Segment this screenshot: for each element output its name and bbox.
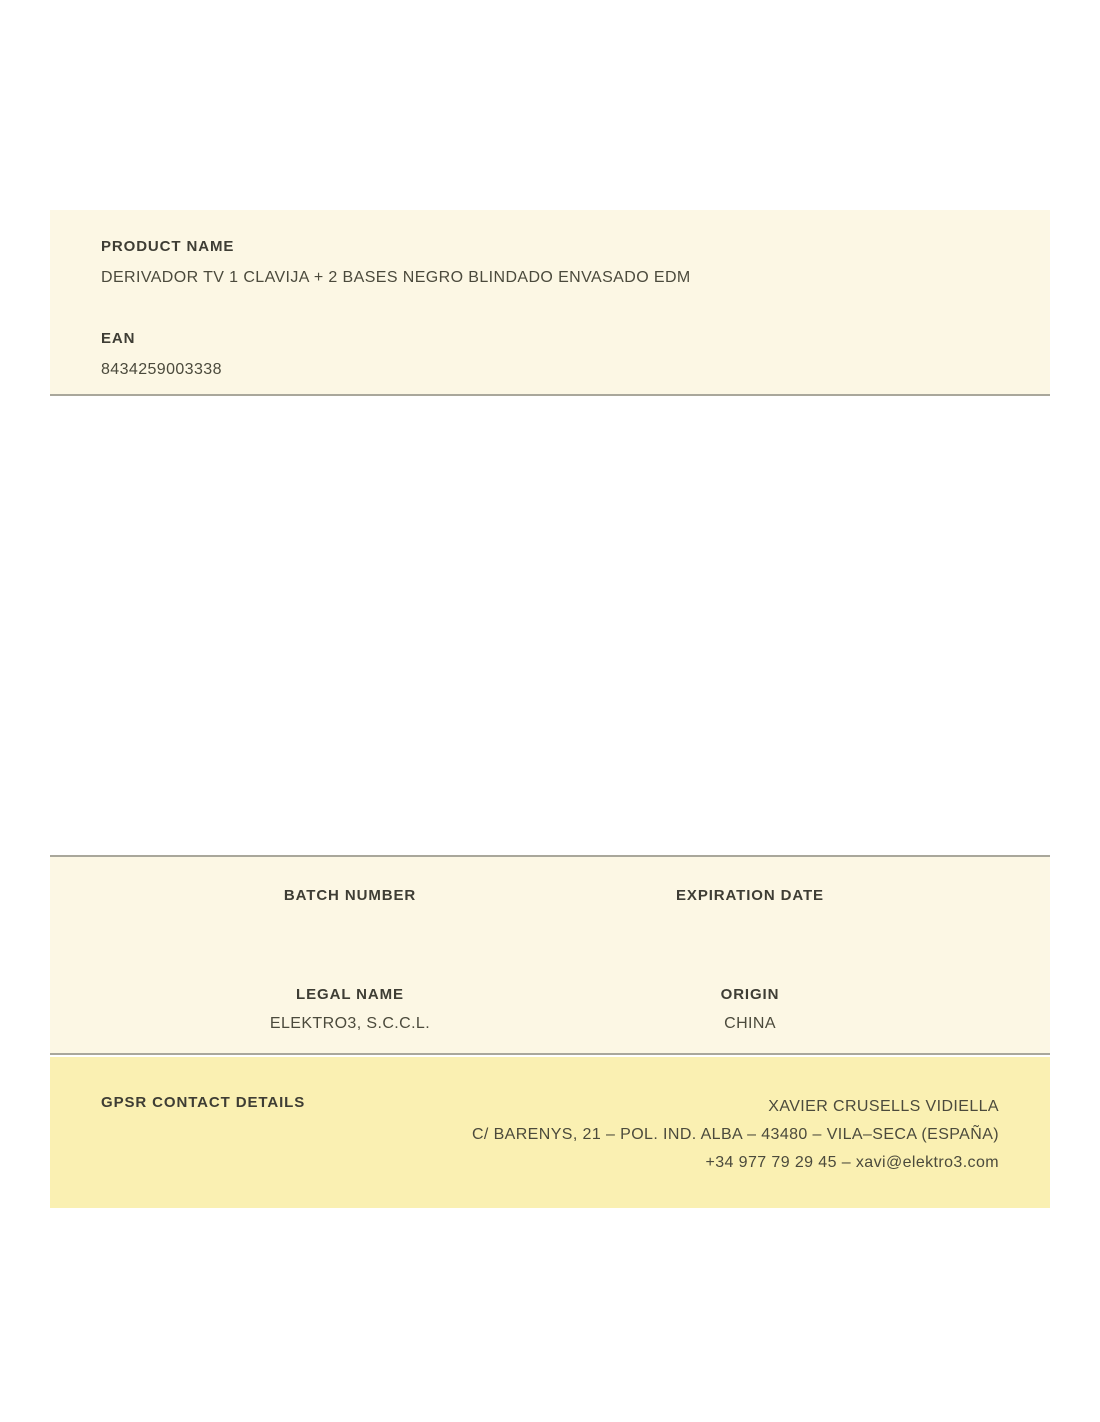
product-name-value: DERIVADOR TV 1 CLAVIJA + 2 BASES NEGRO BLINDADO ENVASADO EDM	[101, 269, 691, 286]
gpsr-contact-section	[50, 1057, 1050, 1208]
legal-name-value: ELEKTRO3, S.C.C.L.	[269, 1015, 431, 1032]
origin-field	[550, 985, 950, 1034]
ean-label: EAN	[101, 330, 136, 347]
expiration-date-label: EXPIRATION DATE	[676, 887, 824, 904]
batch-number-field	[150, 886, 550, 915]
product-name-label: PRODUCT NAME	[101, 238, 235, 255]
gpsr-contact-block	[472, 1093, 999, 1177]
legal-name-label: LEGAL NAME	[296, 986, 404, 1003]
origin-value: CHINA	[724, 1015, 776, 1032]
ean-value: 8434259003338	[101, 361, 222, 378]
gpsr-contact-label: GPSR CONTACT DETAILS	[101, 1094, 306, 1111]
legal-name-field	[150, 985, 550, 1034]
gpsr-contact-address: C/ BARENYS, 21 – POL. IND. ALBA – 43480 – VILA–SECA (ESPAÑA)	[471, 1126, 999, 1143]
gpsr-contact-phone-email: +34 977 79 29 45 – xavi@elektro3.com	[705, 1154, 999, 1171]
batch-details-section	[50, 855, 1050, 1055]
gpsr-contact-name: XAVIER CRUSELLS VIDIELLA	[768, 1098, 999, 1115]
batch-number-label: BATCH NUMBER	[283, 887, 417, 904]
origin-label: ORIGIN	[720, 986, 780, 1003]
expiration-date-field	[550, 886, 950, 915]
product-info-section	[50, 210, 1050, 396]
